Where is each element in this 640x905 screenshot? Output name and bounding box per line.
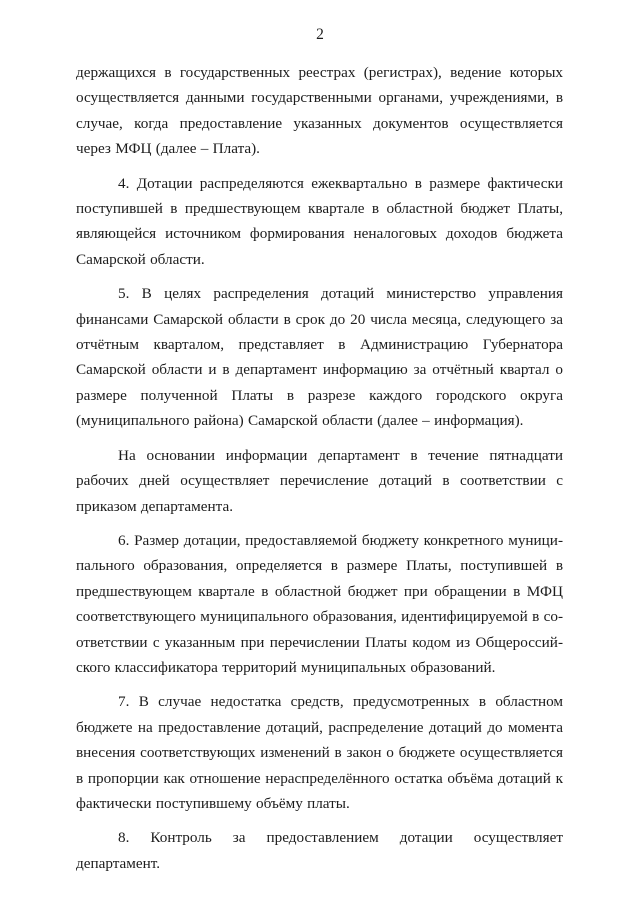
paragraph-item-6: 6. Размер дотации, предоставляемой бюджету конкретного муниципального образования, определяется в размере Платы, поступившей в предшествующем квартале в областной бюджет при обращении в МФЦ соответствующего муниципального образования, идентифицируемой в соответствии с указанным при перечислении Платы кодом из Общероссийского классификатора территорий муниципальных образований. [76, 531, 563, 676]
page-number: 2 [316, 26, 324, 43]
paragraph-item-8: 8. Контроль за предоставлением дотации осуществляет департамент. [76, 829, 563, 872]
paragraph-item-5-continuation: На основании информации департамент в течение пятнадцати рабочих дней осуществляет перечисление дотаций в соответствии с приказом департамента. [76, 446, 563, 515]
paragraph-item-7: 7. В случае недостатка средств, предусмотренных в областном бюджете на предоставление дотаций, распределение дотаций до момента внесения соответствующих изменений в закон о бюджете осуществляется в пропорции как отношение нераспределённого остатка объёма дотаций к фактически поступившему объёму платы. [76, 693, 563, 812]
document-body [76, 60, 563, 885]
paragraph-continuation: держащихся в государственных реестрах (регистрах), ведение которых осуществляется данными государственными органами, учреждениями, в случае, когда предоставление указанных документов осуществляется через МФЦ (далее – Плата). [76, 64, 563, 158]
paragraph-item-5: 5. В целях распределения дотаций министерство управления финансами Самарской области в срок до 20 числа месяца, следующего за отчётным кварталом, представляет в Администрацию Губернатора Самарской области и в департамент информацию за отчётный квартал о размере полученной Платы в разрезе каждого городского округа (муниципального района) Самарской области (далее – информация). [76, 285, 563, 430]
paragraph-item-4: 4. Дотации распределяются ежеквартально в размере фактически поступившей в предшествующем квартале в областной бюджет Платы, являющейся источником формирования неналоговых доходов бюджета Самарской области. [76, 174, 563, 268]
